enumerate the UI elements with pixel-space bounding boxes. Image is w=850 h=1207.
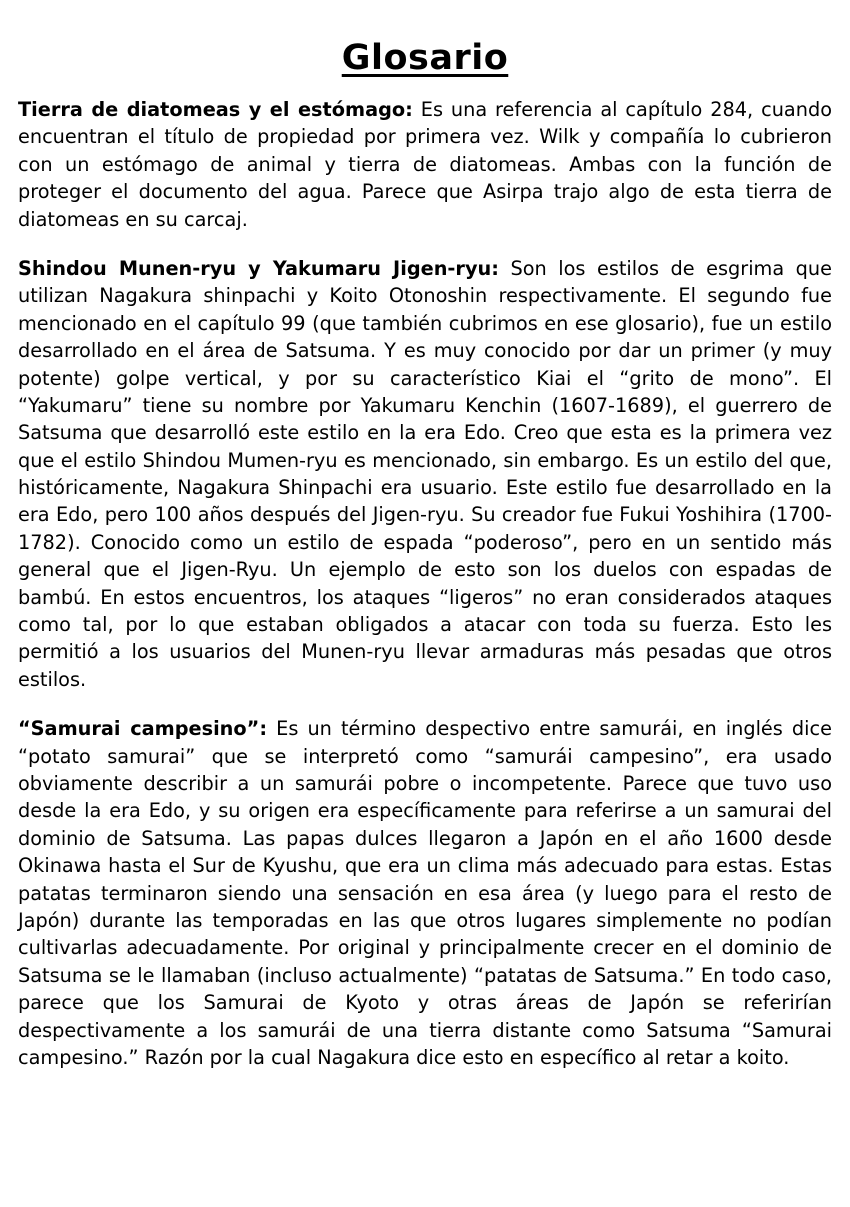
- page-title: Glosario: [341, 38, 509, 78]
- glossary-definition: Es una referencia al capítulo 284, cuando encuentran el título de propiedad por primera vez. Wilk y compañía lo cubrieron con un estómago de animal y tierra de diatomeas. Ambas con la función de proteger el documento del agua. Parece que Asirpa trajo algo de esta tierra de diatomeas en su carcaj.: [18, 98, 832, 231]
- glossary-entry: [18, 715, 832, 1071]
- glossary-definition: Es un término despectivo entre samurái, en inglés dice “potato samurai” que se interpretó como “samurái campesino”, era usado obviamente describir a un samurái pobre o incompetente. Parece que tuvo uso desde la era Edo, y su origen era específicamente para referirse a un samurai del dominio de Satsuma. Las papas dulces llegaron a Japón en el año 1600 desde Okinawa hasta el Sur de Kyushu, que era un clima más adecuado para estas. Estas patatas terminaron siendo una sensación en esa área (y luego para el resto de Japón) durante las temporadas en las que otros lugares simplemente no podían cultivarlas adecuadamente. Por original y principalmente crecer en el dominio de Satsuma se le llamaban (incluso actualmente) “patatas de Satsuma.” En todo caso, parece que los Samurai de Kyoto y otras áreas de Japón se referirían despectivamente a los samurái de una tierra distante como Satsuma “Samurai campesino.” Razón por la cual Nagakura dice esto en específico al retar a koito.: [18, 717, 832, 1069]
- glossary-entry: [18, 255, 832, 693]
- glossary-entry: [18, 96, 832, 233]
- glossary-term: Tierra de diatomeas y el estómago:: [18, 98, 413, 121]
- glossary-term: Shindou Munen-ryu y Yakumaru Jigen-ryu:: [18, 256, 499, 280]
- glossary-definition: Son los estilos de esgrima que utilizan Nagakura shinpachi y Koito Otonoshin respectivamente. El segundo fue mencionado en el capítulo 99 (que también cubrimos en ese glosario), fue un estilo desarrollado en el área de Satsuma. Y es muy conocido por dar un primer (y muy potente) golpe vertical, y por su característico Kiai el “grito de mono”. El “Yakumaru” tiene su nombre por Yakumaru Kenchin (1607-1689), el guerrero de Satsuma que desarrolló este estilo en la era Edo. Creo que esta es la primera vez que el estilo Shindou Mumen-ryu es mencionado, sin embargo. Es un estilo del que, históricamente, Nagakura Shinpachi era usuario. Este estilo fue desarrollado en la era Edo, pero 100 años después del Jigen-ryu. Su creador fue Fukui Yoshihira (1700-1782). Conocido como un estilo de espada “poderoso”, pero en un sentido más general que el Jigen-Ryu. Un ejemplo de esto son los duelos con espadas de bambú. En estos encuentros, los ataques “ligeros” no eran considerados ataques como tal, por lo que estaban obligados a atacar con toda su fuerza. Esto les permitió a los usuarios del Munen-ryu llevar armaduras más pesadas que otros estilos.: [18, 256, 832, 691]
- glossary-term: “Samurai campesino”:: [18, 717, 268, 741]
